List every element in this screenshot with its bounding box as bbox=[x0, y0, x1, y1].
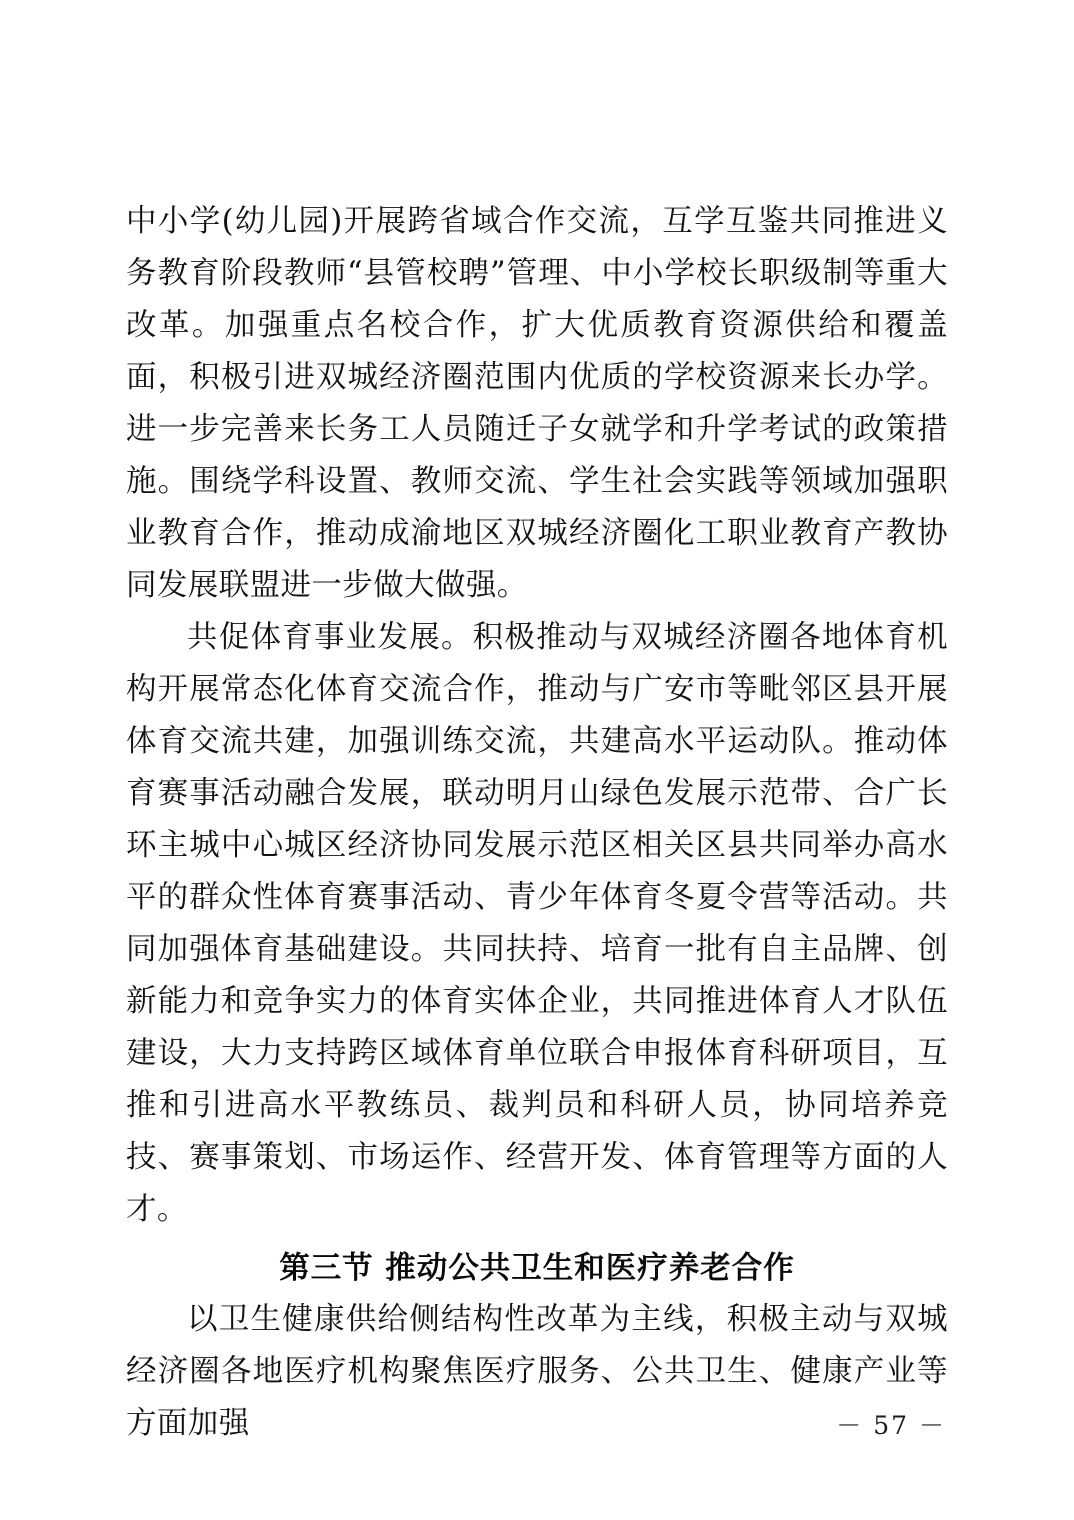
paragraph-health: 以卫生健康供给侧结构性改革为主线，积极主动与双城经济圈各地医疗机构聚焦医疗服务、公共卫生、健康产业等方面加强 bbox=[126, 1302, 948, 1441]
page-number: － 57 － bbox=[836, 1411, 946, 1440]
page-body bbox=[126, 196, 948, 1236]
section-heading: 第三节 推动公共卫生和医疗养老合作 bbox=[279, 1250, 795, 1286]
paragraph-education: 中小学(幼儿园)开展跨省域合作交流，互学互鉴共同推进义务教育阶段教师“县管校聘”管理、中小学校长职级制等重大改革。加强重点名校合作，扩大优质教育资源供给和覆盖面，积极引进双城经济圈范围内优质的学校资源来长办学。进一步完善来长务工人员随迁子女就学和升学考试的政策措施。围绕学科设置、教师交流、学生社会实践等领域加强职业教育合作，推动成渝地区双城经济圈化工职业教育产教协同发展联盟进一步做大做强。 bbox=[126, 204, 948, 603]
paragraph-sports: 共促体育事业发展。积极推动与双城经济圈各地体育机构开展常态化体育交流合作，推动与广安市等毗邻区县开展体育交流共建，加强训练交流，共建高水平运动队。推动体育赛事活动融合发展，联动明月山绿色发展示范带、合广长环主城中心城区经济协同发展示范区相关区县共同举办高水平的群众性体育赛事活动、青少年体育冬夏令营等活动。共同加强体育基础建设。共同扶持、培育一批有自主品牌、创新能力和竞争实力的体育实体企业，共同推进体育人才队伍建设，大力支持跨区域体育单位联合申报体育科研项目，互推和引进高水平教练员、裁判员和科研人员，协同培养竞技、赛事策划、市场运作、经营开发、体育管理等方面的人才。 bbox=[126, 620, 948, 1227]
page-body-continued bbox=[126, 1294, 948, 1450]
